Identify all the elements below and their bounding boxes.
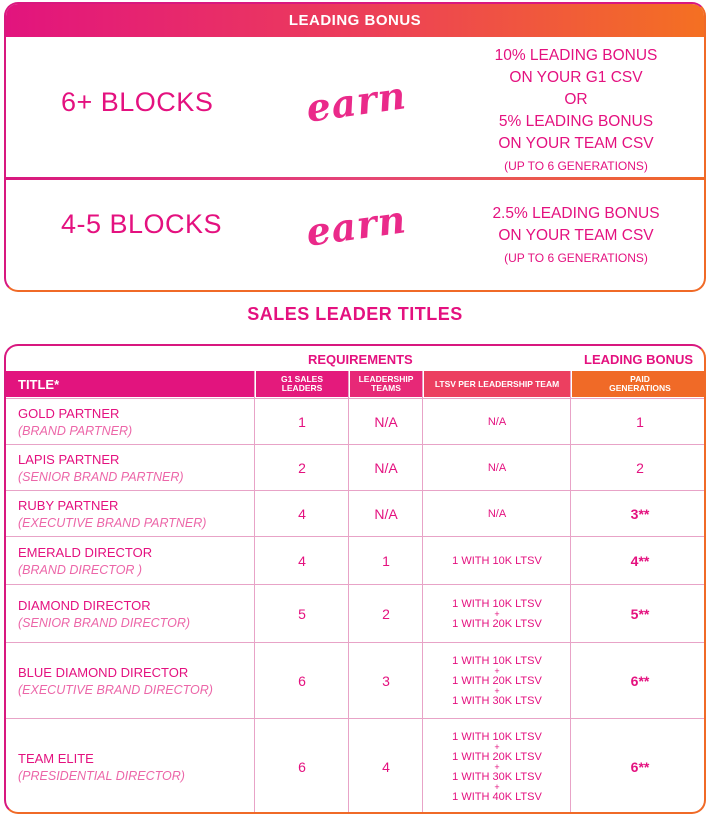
- column-header-leadership-teams: [350, 371, 422, 397]
- title-name: GOLD PARTNER: [18, 406, 120, 421]
- ltsv-cell: [424, 491, 570, 537]
- bonus-line: 10% LEADING BONUS: [494, 47, 658, 64]
- title-cell: [6, 445, 254, 491]
- table-row: [6, 398, 706, 445]
- paid-generations-cell: 2: [636, 460, 644, 476]
- ltsv-cell: [424, 399, 570, 445]
- ltsv-cell: [424, 585, 570, 643]
- g1-sales-leaders-cell: 5: [298, 606, 306, 622]
- table-row: [6, 584, 706, 643]
- title-name: RUBY PARTNER: [18, 498, 119, 513]
- ltsv-line: 1 WITH 10K LTSV: [452, 655, 542, 667]
- ltsv-line: 1 WITH 30K LTSV: [452, 771, 542, 783]
- ltsv-line: 1 WITH 10K LTSV: [452, 731, 542, 743]
- bonus-description: [476, 45, 676, 177]
- plus-sign: +: [494, 666, 500, 676]
- paid-generations-cell: 1: [636, 414, 644, 430]
- leadership-teams-cell: 1: [382, 553, 390, 569]
- bonus-note: (UP TO 6 GENERATIONS): [504, 159, 648, 173]
- title-cell: [6, 399, 254, 445]
- bonus-line: 5% LEADING BONUS: [498, 113, 654, 130]
- ltsv-cell: [424, 643, 570, 719]
- plus-sign: +: [494, 609, 500, 619]
- title-subname: (EXECUTIVE BRAND PARTNER): [18, 516, 207, 530]
- title-cell: [6, 491, 254, 537]
- leadership-teams-cell: N/A: [374, 414, 398, 430]
- table-row: [6, 444, 706, 491]
- leadership-teams-cell: N/A: [374, 506, 398, 522]
- paid-generations-cell: 3**: [630, 506, 650, 522]
- paid-generations-cell: 6**: [630, 759, 650, 775]
- bonus-description: [476, 203, 676, 269]
- paid-generations-cell: 6**: [630, 673, 650, 689]
- title-subname: (EXECUTIVE BRAND DIRECTOR): [18, 683, 213, 697]
- ltsv-line: 1 WITH 20K LTSV: [452, 751, 542, 763]
- ltsv-line: 1 WITH 10K LTSV: [452, 598, 542, 610]
- bonus-line: ON YOUR TEAM CSV: [498, 227, 654, 244]
- title-name: BLUE DIAMOND DIRECTOR: [18, 665, 189, 680]
- plus-sign: +: [494, 686, 500, 696]
- title-subname: (SENIOR BRAND PARTNER): [18, 470, 184, 484]
- sales-leader-table: [4, 344, 706, 814]
- column-header-text: LEADERSHIP TEAMS: [358, 374, 414, 393]
- column-header-g1-sales-leaders: [256, 371, 348, 397]
- title-subname: (BRAND DIRECTOR ): [18, 563, 143, 577]
- title-subname: (SENIOR BRAND DIRECTOR): [18, 616, 191, 630]
- title-cell: [6, 719, 254, 814]
- plus-sign: +: [494, 742, 500, 752]
- column-header-paid-generations: [572, 371, 706, 397]
- table-row: [6, 490, 706, 537]
- ltsv-line: N/A: [487, 508, 507, 520]
- earn-script: earn: [303, 72, 410, 131]
- g1-sales-leaders-cell: 6: [298, 673, 306, 689]
- column-header-ltsv: LTSV PER LEADERSHIP TEAM: [424, 371, 570, 397]
- leading-bonus-group-label: LEADING BONUS: [584, 352, 694, 367]
- ltsv-line: 1 WITH 20K LTSV: [452, 618, 542, 630]
- paid-generations-cell: 5**: [630, 606, 650, 622]
- title-name: DIAMOND DIRECTOR: [18, 598, 151, 613]
- title-name: LAPIS PARTNER: [18, 452, 120, 467]
- title-name: TEAM ELITE: [18, 751, 94, 766]
- table-row: [6, 536, 706, 585]
- g1-sales-leaders-cell: 1: [298, 414, 306, 430]
- ltsv-line: 1 WITH 40K LTSV: [452, 791, 542, 803]
- leadership-teams-cell: 4: [382, 759, 390, 775]
- column-header-text: PAID GENERATIONS: [609, 374, 671, 393]
- blocks-label: 6+ BLOCKS: [61, 87, 214, 117]
- title-subname: (BRAND PARTNER): [18, 424, 133, 438]
- bonus-note: (UP TO 6 GENERATIONS): [504, 251, 648, 265]
- g1-sales-leaders-cell: 2: [298, 460, 306, 476]
- bonus-line: ON YOUR TEAM CSV: [498, 135, 654, 152]
- ltsv-line: N/A: [487, 416, 507, 428]
- title-cell: [6, 643, 254, 719]
- bonus-row-4-5-blocks: [6, 181, 704, 291]
- title-cell: [6, 585, 254, 643]
- ltsv-cell: [424, 719, 570, 814]
- section-title: SALES LEADER TITLES: [247, 304, 463, 324]
- ltsv-cell: [424, 445, 570, 491]
- leading-bonus-header: LEADING BONUS: [6, 4, 704, 37]
- g1-sales-leaders-cell: 4: [298, 506, 306, 522]
- bonus-line: 2.5% LEADING BONUS: [492, 205, 660, 222]
- column-header-title: TITLE*: [6, 371, 254, 397]
- earn-script: earn: [303, 196, 410, 255]
- table-row: [6, 718, 706, 814]
- row-divider: [6, 177, 704, 180]
- bonus-line: ON YOUR G1 CSV: [509, 69, 643, 86]
- ltsv-line: 1 WITH 20K LTSV: [452, 675, 542, 687]
- leadership-teams-cell: N/A: [374, 460, 398, 476]
- ltsv-line: 1 WITH 30K LTSV: [452, 695, 542, 707]
- title-subname: (PRESIDENTIAL DIRECTOR): [18, 769, 185, 783]
- g1-sales-leaders-cell: 4: [298, 553, 306, 569]
- requirements-group-label: REQUIREMENTS: [308, 352, 413, 367]
- blocks-label: 4-5 BLOCKS: [61, 209, 223, 239]
- plus-sign: +: [494, 762, 500, 772]
- ltsv-cell: [424, 537, 570, 585]
- ltsv-line: 1 WITH 10K LTSV: [452, 555, 542, 567]
- bonus-line: OR: [564, 91, 588, 108]
- title-name: EMERALD DIRECTOR: [18, 545, 153, 560]
- leadership-teams-cell: 2: [382, 606, 390, 622]
- leadership-teams-cell: 3: [382, 673, 390, 689]
- ltsv-line: N/A: [487, 462, 507, 474]
- leading-bonus-panel: [4, 2, 706, 292]
- table-row: [6, 642, 706, 719]
- title-cell: [6, 537, 254, 585]
- plus-sign: +: [494, 782, 500, 792]
- paid-generations-cell: 4**: [630, 553, 650, 569]
- bonus-row-6-blocks: [6, 37, 704, 179]
- g1-sales-leaders-cell: 6: [298, 759, 306, 775]
- column-header-text: G1 SALES LEADERS: [280, 374, 324, 393]
